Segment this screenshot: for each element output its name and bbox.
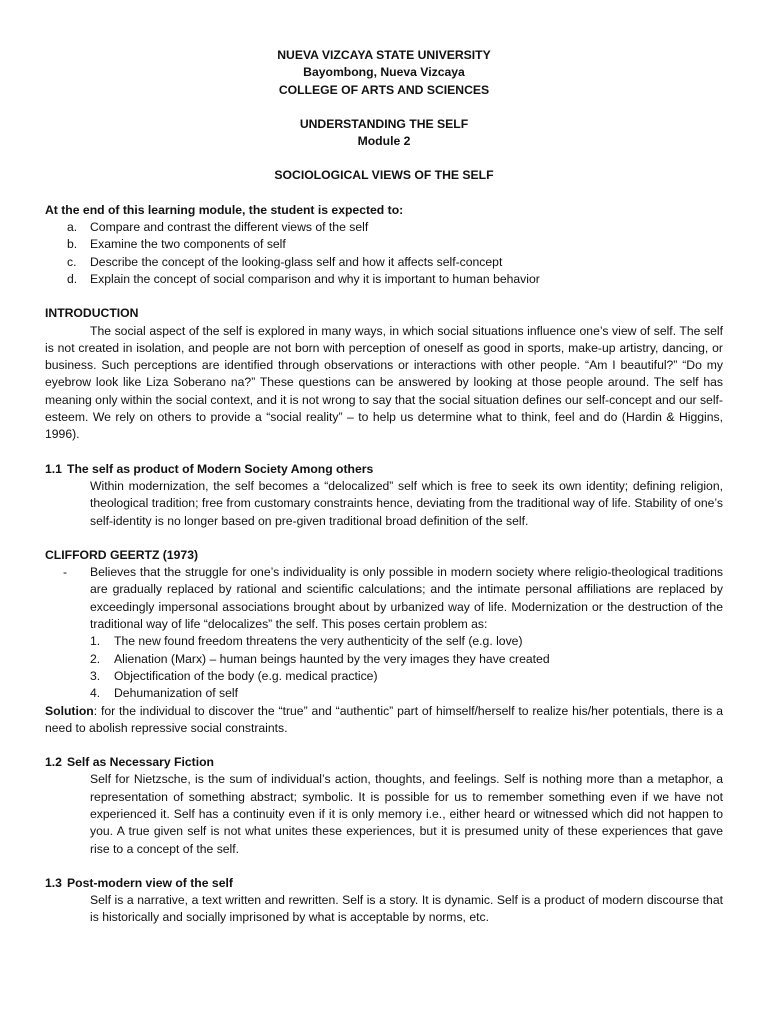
problem-text: Alienation (Marx) – human beings haunted by the very images they have created: [114, 651, 550, 666]
solution-paragraph: [45, 703, 723, 738]
list-marker: 2.: [90, 651, 101, 666]
list-marker: a.: [67, 220, 78, 235]
list-item: [45, 254, 723, 271]
list-marker: 4.: [90, 686, 101, 701]
section-1-2-body: Self for Nietzsche, is the sum of individual’s action, thoughts, and feelings. Self is nothing more than a metaphor, a representation of something abstract; symbolic. It is possible for us to remember something even if we have not experienced it. Self has a continuity even if it is only memory i.e., either heard or witnessed which did not happen to you. A true given self is not what unites these experiences, but it is presumed unity of these experiences that gave rise to a concept of the self.: [90, 772, 723, 856]
objectives-list: [45, 219, 723, 288]
geertz-bullet: [45, 564, 723, 633]
list-item: [45, 219, 723, 236]
university-location: Bayombong, Nueva Vizcaya: [303, 65, 465, 80]
objective-text: Describe the concept of the looking-glass self and how it affects self-concept: [90, 254, 503, 269]
list-marker: 3.: [90, 668, 101, 683]
list-marker: d.: [67, 271, 78, 286]
solution-label: Solution: [45, 703, 94, 718]
section-number: 1.1: [45, 461, 62, 476]
university-name: NUEVA VIZCAYA STATE UNIVERSITY: [277, 48, 491, 62]
section-title: The self as product of Modern Society Among others: [67, 461, 374, 476]
problem-text: The new found freedom threatens the very authenticity of the self (e.g. love): [114, 634, 523, 649]
dash-marker: -: [63, 565, 68, 580]
section-title: Self as Necessary Fiction: [67, 755, 214, 770]
objective-text: Explain the concept of social comparison and why it is important to human behavior: [90, 271, 540, 286]
document-page: [45, 47, 723, 927]
problem-text: Dehumanization of self: [114, 686, 238, 701]
objective-text: Compare and contrast the different views of the self: [90, 220, 369, 235]
list-item: [45, 271, 723, 288]
introduction-heading: INTRODUCTION: [45, 306, 139, 321]
college-name: COLLEGE OF ARTS AND SCIENCES: [278, 82, 490, 97]
section-1-2-heading: [45, 754, 723, 771]
module-topic: SOCIOLOGICAL VIEWS OF THE SELF: [274, 168, 494, 183]
section-1-3-heading: [45, 875, 723, 892]
objectives-heading: At the end of this learning module, the student is expected to:: [45, 202, 404, 217]
list-marker: 1.: [90, 634, 101, 649]
section-number: 1.2: [45, 755, 62, 770]
list-item: [45, 236, 723, 253]
list-item: [90, 651, 723, 668]
objective-text: Examine the two components of self: [90, 237, 286, 252]
problems-list: [90, 633, 723, 702]
section-1-1-body: Within modernization, the self becomes a “delocalized” self which is free to seek its own identity; defining religion, theological tradition; free from customary constraints hence, deviating from the traditional way of life. Stability of one’s self-identity is no longer based on pre-given traditional broad definition of the self.: [90, 478, 723, 528]
list-marker: c.: [67, 254, 77, 269]
list-item: [90, 633, 723, 650]
section-1-1-heading: [45, 461, 723, 478]
solution-text: : for the individual to discover the “true” and “authentic” part of himself/herself to realize his/her potentials, there is a need to abolish repressive social constraints.: [45, 703, 723, 735]
list-item: [90, 668, 723, 685]
section-title: Post-modern view of the self: [67, 875, 233, 890]
module-number: Module 2: [357, 134, 411, 149]
geertz-body: Believes that the struggle for one’s individuality is only possible in modern society where religio-theological traditions are gradually replaced by rational and scientific calculations; and the intimate personal affiliations are replaced by exceedingly impersonal associations brought about by urbanized way of life. Modernization or the destruction of the traditional way of life “delocalizes” the self. This poses certain problem as:: [90, 565, 723, 632]
geertz-heading: CLIFFORD GEERTZ (1973): [45, 547, 199, 562]
introduction-body: The social aspect of the self is explored in many ways, in which social situations influence one’s view of self. The self is not created in isolation, and people are not born with perception of oneself as good in sports, make-up artistry, dancing, or business. Such perceptions are identified through observations or interactions with other people. “Am I beautiful?” “Do my eyebrow look like Liza Soberano na?” These questions can be answered by looking at those people around. The self has meaning only within the social context, and it is not wrong to say that the social situation defines our self-concept and our self-esteem. We rely on others to provide a “social reality” – to help us determine what to think, feel and do (Hardin & Higgins, 1996).: [45, 323, 723, 442]
problem-text: Objectification of the body (e.g. medical practice): [114, 668, 378, 683]
section-number: 1.3: [45, 875, 62, 890]
course-title: UNDERSTANDING THE SELF: [299, 116, 469, 131]
list-item: [90, 685, 723, 702]
list-marker: b.: [67, 237, 78, 252]
section-1-3-body: Self is a narrative, a text written and rewritten. Self is a story. It is dynamic. Self is a product of modern discourse that is historically and socially imprisoned by what is acceptable by norms, etc.: [90, 893, 723, 925]
